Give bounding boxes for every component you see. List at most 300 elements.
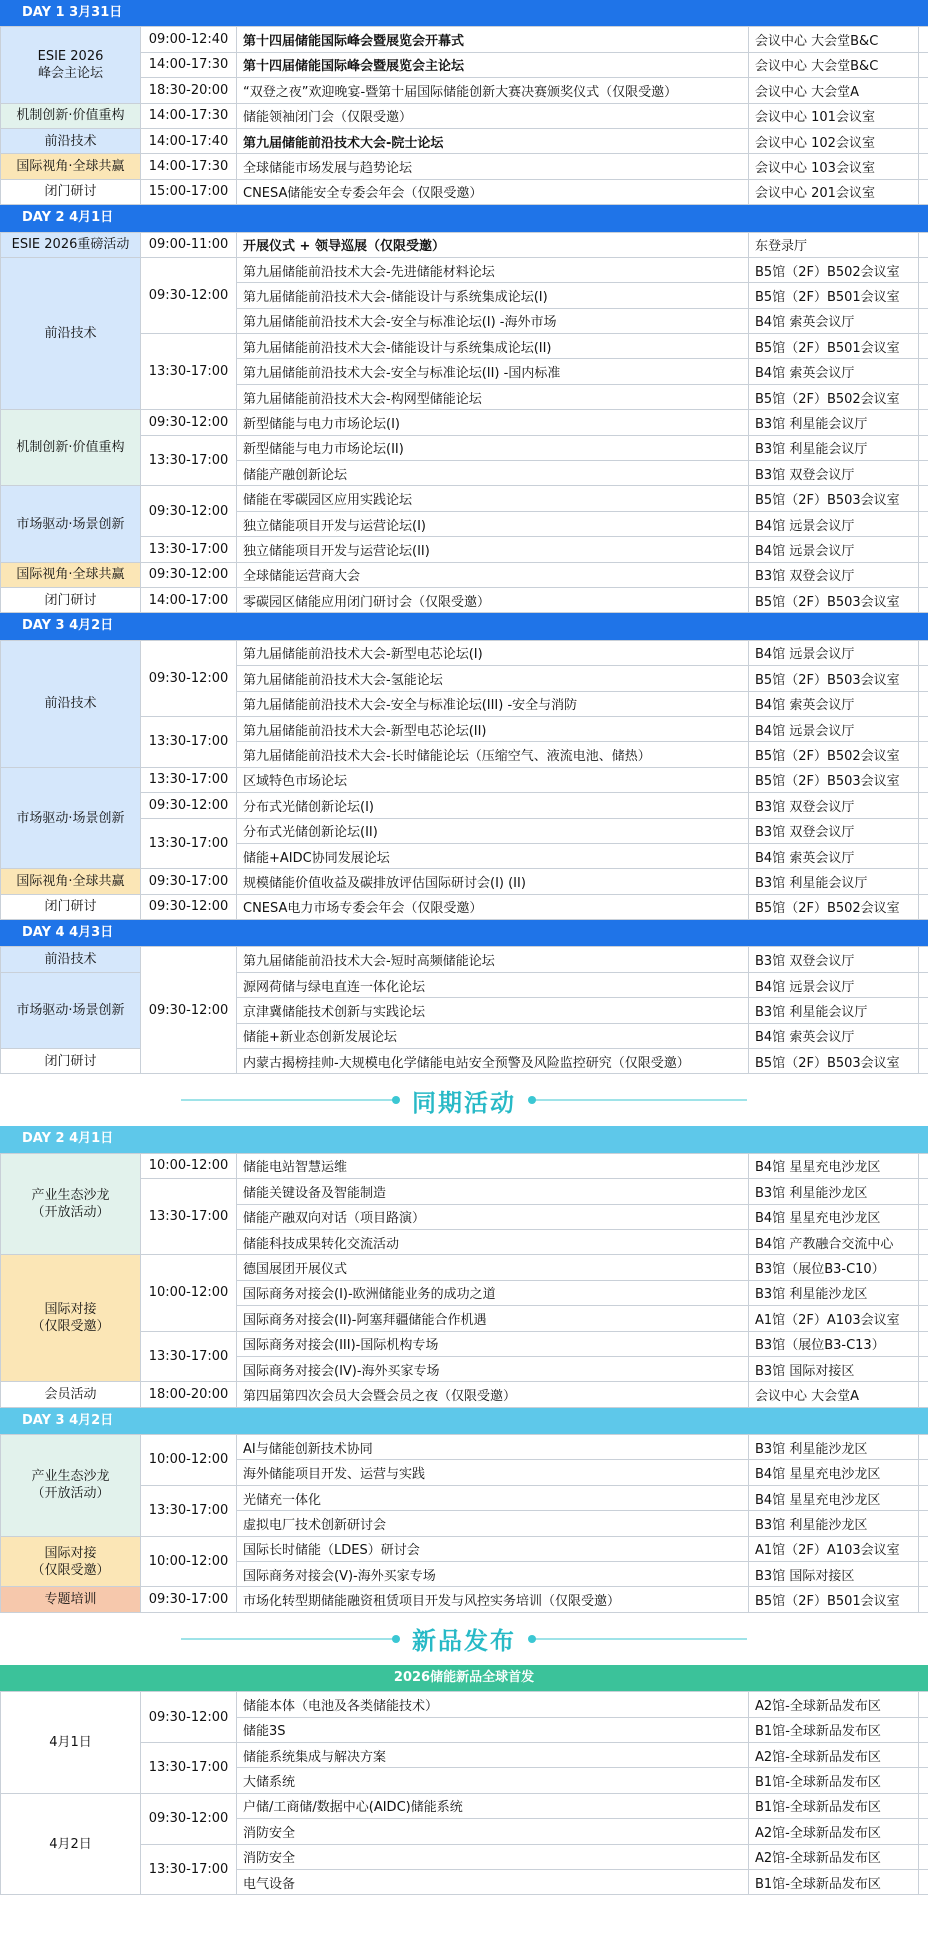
- venue-cell: B3馆 双登会议厅: [749, 818, 919, 843]
- filler-cell: [919, 1460, 928, 1485]
- venue-cell: B1馆-全球新品发布区: [749, 1793, 919, 1818]
- venue-cell: B5馆（2F）B501会议室: [749, 1587, 919, 1612]
- filler-cell: [919, 894, 928, 919]
- schedule-row: [1, 537, 928, 562]
- time-cell: 13:30-17:00: [141, 1844, 237, 1895]
- filler-cell: [919, 384, 928, 409]
- time-cell: 13:30-17:00: [141, 435, 237, 486]
- session-title-cell: 第九届储能前沿技术大会-构网型储能论坛: [237, 384, 749, 409]
- time-cell: 10:00-12:00: [141, 1536, 237, 1587]
- venue-cell: B5馆（2F）B502会议室: [749, 257, 919, 282]
- filler-cell: [919, 998, 928, 1023]
- session-title-cell: 储能+AIDC协同发展论坛: [237, 843, 749, 868]
- venue-cell: B1馆-全球新品发布区: [749, 1717, 919, 1742]
- session-title-cell: 储能产融创新论坛: [237, 461, 749, 486]
- filler-cell: [919, 461, 928, 486]
- venue-cell: B3馆 利星能会议厅: [749, 435, 919, 460]
- venue-cell: B3馆 国际对接区: [749, 1356, 919, 1381]
- time-cell: 13:30-17:00: [141, 767, 237, 792]
- session-title-cell: 储能关键设备及智能制造: [237, 1179, 749, 1204]
- time-cell: 13:30-17:00: [141, 1179, 237, 1255]
- schedule-row: [1, 894, 928, 919]
- venue-cell: B5馆（2F）B503会议室: [749, 666, 919, 691]
- session-title-cell: 德国展团开展仪式: [237, 1255, 749, 1280]
- category-cell: 机制创新·价值重构: [1, 410, 141, 486]
- filler-cell: [919, 666, 928, 691]
- venue-cell: 会议中心 201会议室: [749, 179, 919, 204]
- session-title-cell: 源网荷储与绿电直连一体化论坛: [237, 972, 749, 997]
- category-cell: 前沿技术: [1, 257, 141, 409]
- filler-cell: [919, 257, 928, 282]
- venue-cell: B4馆 星星充电沙龙区: [749, 1485, 919, 1510]
- schedule-row: [1, 1435, 928, 1460]
- venue-cell: B5馆（2F）B502会议室: [749, 894, 919, 919]
- filler-cell: [919, 1692, 928, 1717]
- venue-cell: 会议中心 101会议室: [749, 103, 919, 128]
- schedule-row: [1, 103, 928, 128]
- schedule-table: [0, 26, 928, 205]
- venue-cell: A1馆（2F）A103会议室: [749, 1306, 919, 1331]
- session-title-cell: 储能领袖闭门会（仅限受邀）: [237, 103, 749, 128]
- schedule-row: [1, 1382, 928, 1407]
- category-cell: 闭门研讨: [1, 179, 141, 204]
- category-cell: 产业生态沙龙 （开放活动）: [1, 1153, 141, 1255]
- filler-cell: [919, 1536, 928, 1561]
- session-title-cell: 国际商务对接会(I)-欧洲储能业务的成功之道: [237, 1280, 749, 1305]
- session-title-cell: 储能3S: [237, 1717, 749, 1742]
- filler-cell: [919, 103, 928, 128]
- schedule-row: [1, 232, 928, 257]
- session-title-cell: 储能电站智慧运维: [237, 1153, 749, 1178]
- filler-cell: [919, 511, 928, 536]
- time-cell: 10:00-12:00: [141, 1153, 237, 1178]
- schedule-row: [1, 1587, 928, 1612]
- schedule-row: [1, 562, 928, 587]
- category-cell: 国际视角·全球共赢: [1, 562, 141, 587]
- session-title-cell: 内蒙古揭榜挂帅-大规模电化学储能电站安全预警及风险监控研究（仅限受邀）: [237, 1049, 749, 1074]
- venue-cell: B4馆 星星充电沙龙区: [749, 1204, 919, 1229]
- schedule-table: [0, 640, 928, 920]
- session-title-cell: 零碳园区储能应用闭门研讨会（仅限受邀）: [237, 587, 749, 612]
- venue-cell: B4馆 远景会议厅: [749, 640, 919, 665]
- filler-cell: [919, 128, 928, 153]
- schedule-row: [1, 435, 928, 460]
- session-title-cell: 储能本体（电池及各类储能技术）: [237, 1692, 749, 1717]
- schedule-row: [1, 716, 928, 741]
- schedule-row: [1, 179, 928, 204]
- filler-cell: [919, 1023, 928, 1048]
- filler-cell: [919, 843, 928, 868]
- launch-banner: 2026储能新品全球首发: [0, 1665, 928, 1691]
- time-cell: 14:00-17:30: [141, 154, 237, 179]
- schedule-row: [1, 78, 928, 103]
- venue-cell: B5馆（2F）B501会议室: [749, 334, 919, 359]
- venue-cell: B3馆 双登会议厅: [749, 562, 919, 587]
- session-title-cell: 消防安全: [237, 1819, 749, 1844]
- venue-cell: B4馆 索英会议厅: [749, 308, 919, 333]
- time-cell: 09:30-12:00: [141, 894, 237, 919]
- time-cell: 09:30-12:00: [141, 793, 237, 818]
- category-cell: 前沿技术: [1, 947, 141, 972]
- venue-cell: B3馆 利星能沙龙区: [749, 1511, 919, 1536]
- schedule-table: [0, 946, 928, 1074]
- venue-cell: 会议中心 大会堂A: [749, 1382, 919, 1407]
- schedule-row: [1, 972, 928, 997]
- filler-cell: [919, 283, 928, 308]
- events-schedule: [0, 1126, 928, 1612]
- session-title-cell: “双登之夜”欢迎晚宴-暨第十届国际储能创新大赛决赛颁奖仪式（仅限受邀）: [237, 78, 749, 103]
- filler-cell: [919, 742, 928, 767]
- category-cell: ESIE 2026重磅活动: [1, 232, 141, 257]
- divider-line: [181, 1638, 396, 1640]
- session-title-cell: 市场化转型期储能融资租赁项目开发与风控实务培训（仅限受邀）: [237, 1587, 749, 1612]
- session-title-cell: 第九届储能前沿技术大会-安全与标准论坛(I) -海外市场: [237, 308, 749, 333]
- session-title-cell: 第十四届储能国际峰会暨展览会主论坛: [237, 52, 749, 77]
- time-cell: 14:00-17:00: [141, 587, 237, 612]
- venue-cell: B3馆 利星能会议厅: [749, 410, 919, 435]
- filler-cell: [919, 154, 928, 179]
- session-title-cell: 储能+新业态创新发展论坛: [237, 1023, 749, 1048]
- schedule-row: [1, 410, 928, 435]
- filler-cell: [919, 308, 928, 333]
- venue-cell: B4馆 索英会议厅: [749, 691, 919, 716]
- venue-cell: 会议中心 103会议室: [749, 154, 919, 179]
- filler-cell: [919, 1049, 928, 1074]
- time-cell: 09:30-12:00: [141, 486, 237, 537]
- session-title-cell: 储能在零碳园区应用实践论坛: [237, 486, 749, 511]
- session-title-cell: 国际长时储能（LDES）研讨会: [237, 1536, 749, 1561]
- time-cell: 09:00-11:00: [141, 232, 237, 257]
- filler-cell: [919, 1382, 928, 1407]
- time-cell: 09:30-12:00: [141, 410, 237, 435]
- category-cell: 国际视角·全球共赢: [1, 869, 141, 894]
- filler-cell: [919, 52, 928, 77]
- time-cell: 10:00-12:00: [141, 1255, 237, 1331]
- filler-cell: [919, 1229, 928, 1254]
- session-title-cell: 海外储能项目开发、运营与实践: [237, 1460, 749, 1485]
- category-cell: 闭门研讨: [1, 894, 141, 919]
- filler-cell: [919, 410, 928, 435]
- venue-cell: B4馆 索英会议厅: [749, 1023, 919, 1048]
- category-cell: 会员活动: [1, 1382, 141, 1407]
- filler-cell: [919, 793, 928, 818]
- venue-cell: B5馆（2F）B503会议室: [749, 1049, 919, 1074]
- filler-cell: [919, 716, 928, 741]
- schedule-row: [1, 1255, 928, 1280]
- filler-cell: [919, 869, 928, 894]
- filler-cell: [919, 1562, 928, 1587]
- time-cell: 13:30-17:00: [141, 716, 237, 767]
- events-section-header: [0, 1074, 928, 1126]
- filler-cell: [919, 1819, 928, 1844]
- session-title-cell: 户储/工商储/数据中心(AIDC)储能系统: [237, 1793, 749, 1818]
- session-title-cell: 第九届储能前沿技术大会-长时储能论坛（压缩空气、液流电池、储热）: [237, 742, 749, 767]
- session-title-cell: 第九届储能前沿技术大会-储能设计与系统集成论坛(I): [237, 283, 749, 308]
- venue-cell: B4馆 星星充电沙龙区: [749, 1460, 919, 1485]
- schedule-table: [0, 1153, 928, 1408]
- venue-cell: A2馆-全球新品发布区: [749, 1692, 919, 1717]
- category-cell: 市场驱动·场景创新: [1, 972, 141, 1048]
- session-title-cell: 新型储能与电力市场论坛(I): [237, 410, 749, 435]
- filler-cell: [919, 1153, 928, 1178]
- venue-cell: B3馆（展位B3-C13）: [749, 1331, 919, 1356]
- filler-cell: [919, 1280, 928, 1305]
- category-cell: ESIE 2026 峰会主论坛: [1, 27, 141, 103]
- venue-cell: B3馆 国际对接区: [749, 1562, 919, 1587]
- filler-cell: [919, 486, 928, 511]
- session-title-cell: 第九届储能前沿技术大会-先进储能材料论坛: [237, 257, 749, 282]
- category-cell: 闭门研讨: [1, 1049, 141, 1074]
- filler-cell: [919, 1844, 928, 1869]
- session-title-cell: 规模储能价值收益及碳排放评估国际研讨会(I) (II): [237, 869, 749, 894]
- venue-cell: B4馆 索英会议厅: [749, 359, 919, 384]
- launch-section-header: [0, 1613, 928, 1665]
- category-cell: 产业生态沙龙 （开放活动）: [1, 1435, 141, 1537]
- filler-cell: [919, 179, 928, 204]
- category-cell: 前沿技术: [1, 640, 141, 767]
- schedule-row: [1, 1179, 928, 1204]
- schedule-row: [1, 1049, 928, 1074]
- filler-cell: [919, 1869, 928, 1894]
- schedule-row: [1, 818, 928, 843]
- category-cell: 机制创新·价值重构: [1, 103, 141, 128]
- session-title-cell: 第四届第四次会员大会暨会员之夜（仅限受邀）: [237, 1382, 749, 1407]
- filler-cell: [919, 691, 928, 716]
- day-header: DAY 3 4月2日: [0, 613, 928, 639]
- session-title-cell: 京津冀储能技术创新与实践论坛: [237, 998, 749, 1023]
- time-cell: 13:30-17:00: [141, 1743, 237, 1794]
- filler-cell: [919, 767, 928, 792]
- venue-cell: B1馆-全球新品发布区: [749, 1869, 919, 1894]
- filler-cell: [919, 1511, 928, 1536]
- venue-cell: B3馆 双登会议厅: [749, 793, 919, 818]
- session-title-cell: 第九届储能前沿技术大会-储能设计与系统集成论坛(II): [237, 334, 749, 359]
- filler-cell: [919, 1179, 928, 1204]
- events-section-title: 同期活动: [412, 1088, 516, 1117]
- category-cell: 市场驱动·场景创新: [1, 767, 141, 869]
- time-cell: 13:30-17:00: [141, 1485, 237, 1536]
- day-header: DAY 1 3月31日: [0, 0, 928, 26]
- filler-cell: [919, 78, 928, 103]
- venue-cell: B4馆 远景会议厅: [749, 511, 919, 536]
- session-title-cell: 国际商务对接会(III)-国际机构专场: [237, 1331, 749, 1356]
- session-title-cell: 消防安全: [237, 1844, 749, 1869]
- filler-cell: [919, 435, 928, 460]
- venue-cell: B3馆 双登会议厅: [749, 947, 919, 972]
- session-title-cell: 第九届储能前沿技术大会-院士论坛: [237, 128, 749, 153]
- category-cell: 市场驱动·场景创新: [1, 486, 141, 562]
- venue-cell: 会议中心 大会堂B&C: [749, 52, 919, 77]
- category-cell: 国际对接 （仅限受邀）: [1, 1255, 141, 1382]
- filler-cell: [919, 1768, 928, 1793]
- session-title-cell: 储能科技成果转化交流活动: [237, 1229, 749, 1254]
- session-title-cell: CNESA储能安全专委会年会（仅限受邀）: [237, 179, 749, 204]
- time-cell: 10:00-12:00: [141, 1435, 237, 1486]
- time-cell: 09:30-12:00: [141, 640, 237, 716]
- filler-cell: [919, 1255, 928, 1280]
- session-title-cell: 第十四届储能国际峰会暨展览会开幕式: [237, 27, 749, 52]
- time-cell: 09:30-12:00: [141, 947, 237, 1074]
- filler-cell: [919, 537, 928, 562]
- category-cell: 国际对接 （仅限受邀）: [1, 1536, 141, 1587]
- time-cell: 13:30-17:00: [141, 334, 237, 410]
- venue-cell: B3馆 利星能沙龙区: [749, 1179, 919, 1204]
- session-title-cell: 新型储能与电力市场论坛(II): [237, 435, 749, 460]
- filler-cell: [919, 1587, 928, 1612]
- day-header: DAY 2 4月1日: [0, 205, 928, 231]
- session-title-cell: AI与储能创新技术协同: [237, 1435, 749, 1460]
- divider-line: [532, 1099, 747, 1101]
- filler-cell: [919, 1743, 928, 1768]
- venue-cell: B3馆（展位B3-C10）: [749, 1255, 919, 1280]
- time-cell: 13:30-17:00: [141, 1331, 237, 1382]
- venue-cell: B1馆-全球新品发布区: [749, 1768, 919, 1793]
- session-title-cell: 国际商务对接会(II)-阿塞拜疆储能合作机遇: [237, 1306, 749, 1331]
- venue-cell: B4馆 远景会议厅: [749, 972, 919, 997]
- time-cell: 09:00-12:40: [141, 27, 237, 52]
- venue-cell: B3馆 双登会议厅: [749, 461, 919, 486]
- filler-cell: [919, 27, 928, 52]
- category-cell: 4月2日: [1, 1793, 141, 1895]
- venue-cell: B4馆 星星充电沙龙区: [749, 1153, 919, 1178]
- session-title-cell: 全球储能运营商大会: [237, 562, 749, 587]
- schedule-row: [1, 767, 928, 792]
- filler-cell: [919, 232, 928, 257]
- category-cell: 闭门研讨: [1, 587, 141, 612]
- schedule-row: [1, 1743, 928, 1768]
- schedule-row: [1, 587, 928, 612]
- filler-cell: [919, 972, 928, 997]
- time-cell: 15:00-17:00: [141, 179, 237, 204]
- session-title-cell: 第九届储能前沿技术大会-安全与标准论坛(III) -安全与消防: [237, 691, 749, 716]
- filler-cell: [919, 334, 928, 359]
- venue-cell: B4馆 远景会议厅: [749, 716, 919, 741]
- filler-cell: [919, 562, 928, 587]
- filler-cell: [919, 947, 928, 972]
- venue-cell: B5馆（2F）B502会议室: [749, 384, 919, 409]
- schedule-row: [1, 1331, 928, 1356]
- session-title-cell: 第九届储能前沿技术大会-氢能论坛: [237, 666, 749, 691]
- schedule-row: [1, 27, 928, 52]
- time-cell: 13:30-17:00: [141, 818, 237, 869]
- session-title-cell: 大储系统: [237, 1768, 749, 1793]
- schedule-row: [1, 1153, 928, 1178]
- session-title-cell: 第九届储能前沿技术大会-新型电芯论坛(II): [237, 716, 749, 741]
- day-header: DAY 4 4月3日: [0, 920, 928, 946]
- session-title-cell: CNESA电力市场专委会年会（仅限受邀）: [237, 894, 749, 919]
- time-cell: 18:30-20:00: [141, 78, 237, 103]
- session-title-cell: 虚拟电厂技术创新研讨会: [237, 1511, 749, 1536]
- filler-cell: [919, 1306, 928, 1331]
- schedule-row: [1, 128, 928, 153]
- schedule-row: [1, 1485, 928, 1510]
- filler-cell: [919, 1356, 928, 1381]
- session-title-cell: 第九届储能前沿技术大会-新型电芯论坛(I): [237, 640, 749, 665]
- session-title-cell: 分布式光储创新论坛(II): [237, 818, 749, 843]
- venue-cell: 会议中心 大会堂A: [749, 78, 919, 103]
- venue-cell: A2馆-全球新品发布区: [749, 1743, 919, 1768]
- time-cell: 09:30-12:00: [141, 562, 237, 587]
- filler-cell: [919, 359, 928, 384]
- venue-cell: B4馆 产教融合交流中心: [749, 1229, 919, 1254]
- filler-cell: [919, 1204, 928, 1229]
- venue-cell: B3馆 利星能沙龙区: [749, 1435, 919, 1460]
- time-cell: 14:00-17:30: [141, 52, 237, 77]
- schedule-table: [0, 232, 928, 614]
- day-header: DAY 3 4月2日: [0, 1408, 928, 1434]
- schedule-row: [1, 1793, 928, 1818]
- session-title-cell: 第九届储能前沿技术大会-安全与标准论坛(II) -国内标准: [237, 359, 749, 384]
- schedule-row: [1, 1692, 928, 1717]
- category-cell: 专题培训: [1, 1587, 141, 1612]
- time-cell: 18:00-20:00: [141, 1382, 237, 1407]
- session-title-cell: 独立储能项目开发与运营论坛(I): [237, 511, 749, 536]
- filler-cell: [919, 1331, 928, 1356]
- venue-cell: A1馆（2F）A103会议室: [749, 1536, 919, 1561]
- time-cell: 14:00-17:40: [141, 128, 237, 153]
- time-cell: 09:30-17:00: [141, 869, 237, 894]
- session-title-cell: 独立储能项目开发与运营论坛(II): [237, 537, 749, 562]
- session-title-cell: 开展仪式 + 领导巡展（仅限受邀）: [237, 232, 749, 257]
- time-cell: 09:30-12:00: [141, 1692, 237, 1743]
- category-cell: 国际视角·全球共赢: [1, 154, 141, 179]
- session-title-cell: 电气设备: [237, 1869, 749, 1894]
- schedule-row: [1, 869, 928, 894]
- venue-cell: B5馆（2F）B503会议室: [749, 486, 919, 511]
- schedule-row: [1, 793, 928, 818]
- session-title-cell: 储能系统集成与解决方案: [237, 1743, 749, 1768]
- session-title-cell: 国际商务对接会(IV)-海外买家专场: [237, 1356, 749, 1381]
- filler-cell: [919, 1485, 928, 1510]
- day-header: DAY 2 4月1日: [0, 1126, 928, 1152]
- schedule-row: [1, 154, 928, 179]
- schedule-row: [1, 1536, 928, 1561]
- schedule-table: [0, 1691, 928, 1895]
- filler-cell: [919, 1717, 928, 1742]
- filler-cell: [919, 1435, 928, 1460]
- venue-cell: 东登录厅: [749, 232, 919, 257]
- venue-cell: B3馆 利星能会议厅: [749, 869, 919, 894]
- schedule-row: [1, 52, 928, 77]
- venue-cell: B3馆 利星能会议厅: [749, 998, 919, 1023]
- filler-cell: [919, 1793, 928, 1818]
- divider-line: [181, 1099, 396, 1101]
- category-cell: 前沿技术: [1, 128, 141, 153]
- time-cell: 09:30-12:00: [141, 257, 237, 333]
- launch-schedule: [0, 1691, 928, 1895]
- category-cell: 4月1日: [1, 1692, 141, 1794]
- divider-line: [532, 1638, 747, 1640]
- venue-cell: B4馆 远景会议厅: [749, 537, 919, 562]
- schedule-row: [1, 257, 928, 282]
- filler-cell: [919, 587, 928, 612]
- session-title-cell: 光储充一体化: [237, 1485, 749, 1510]
- venue-cell: B3馆 利星能沙龙区: [749, 1280, 919, 1305]
- venue-cell: B5馆（2F）B501会议室: [749, 283, 919, 308]
- venue-cell: B4馆 索英会议厅: [749, 843, 919, 868]
- venue-cell: B5馆（2F）B502会议室: [749, 742, 919, 767]
- filler-cell: [919, 818, 928, 843]
- venue-cell: B5馆（2F）B503会议室: [749, 767, 919, 792]
- launch-section-title: 新品发布: [412, 1627, 516, 1656]
- schedule-row: [1, 640, 928, 665]
- time-cell: 14:00-17:30: [141, 103, 237, 128]
- venue-cell: A2馆-全球新品发布区: [749, 1844, 919, 1869]
- schedule-row: [1, 947, 928, 972]
- session-title-cell: 国际商务对接会(V)-海外买家专场: [237, 1562, 749, 1587]
- venue-cell: 会议中心 102会议室: [749, 128, 919, 153]
- venue-cell: B5馆（2F）B503会议室: [749, 587, 919, 612]
